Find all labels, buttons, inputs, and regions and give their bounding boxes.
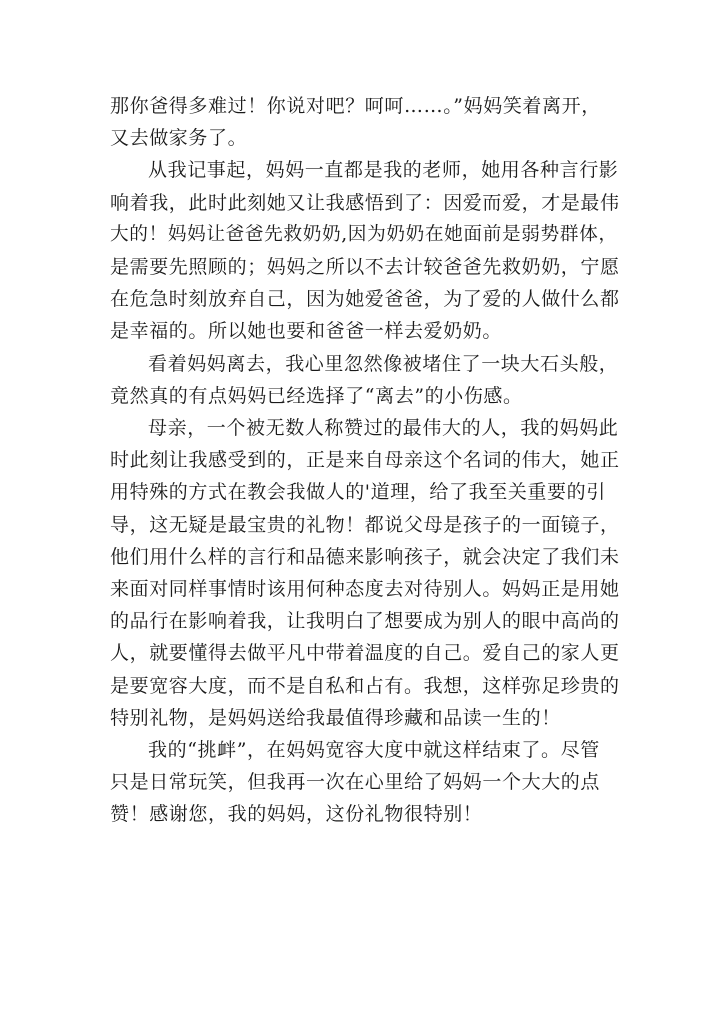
- text-line: 导，这无疑是最宝贵的礼物！都说父母是孩子的一面镜子，: [110, 513, 620, 536]
- text-line: 来面对同样事情时该用何种态度去对待别人。妈妈正是用她: [110, 578, 620, 601]
- text-line: 我的“挑衅”，在妈妈宽容大度中就这样结束了。尽管: [148, 739, 600, 762]
- text-line: 母亲，一个被无数人称赞过的最伟大的人，我的妈妈此: [148, 417, 619, 440]
- text-line: 响着我，此时此刻她又让我感悟到了：因爱而爱，才是最伟: [110, 191, 620, 214]
- text-line: 又去做家务了。: [110, 127, 248, 150]
- text-line: 他们用什么样的言行和品德来影响孩子，就会决定了我们未: [110, 545, 620, 568]
- text-line: 人，就要懂得去做平凡中带着温度的自己。爱自己的家人更: [110, 642, 620, 665]
- text-line: 竟然真的有点妈妈已经选择了“离去”的小伤感。: [110, 384, 523, 407]
- document-body: [110, 90, 620, 831]
- text-line: 只是日常玩笑，但我再一次在心里给了妈妈一个大大的点: [110, 771, 601, 794]
- paragraph: [110, 734, 620, 831]
- text-line: 特别礼物，是妈妈送给我最值得珍藏和品读一生的！: [110, 706, 561, 729]
- text-line: 那你爸得多难过！你说对吧？呵呵……。”妈妈笑着离开，: [110, 95, 601, 117]
- text-line: 用特殊的方式在教会我做人的'道理，给了我至关重要的引: [110, 481, 606, 504]
- text-line: 的品行在影响着我，让我明白了想要成为别人的眼中高尚的: [110, 610, 620, 633]
- paragraph: [110, 348, 620, 412]
- paragraph: [110, 412, 620, 734]
- text-line: 在危急时刻放弃自己，因为她爱爸爸，为了爱的人做什么都: [110, 288, 620, 311]
- text-line: 是幸福的。所以她也要和爸爸一样去爱奶奶。: [110, 320, 503, 343]
- paragraph: [110, 90, 620, 154]
- text-line: 是需要先照顾的；妈妈之所以不去计较爸爸先救奶奶，宁愿: [110, 256, 620, 279]
- text-line: 大的！妈妈让爸爸先救奶奶,因为奶奶在她面前是弱势群体，: [110, 223, 618, 245]
- paragraph: [110, 154, 620, 347]
- text-line: 从我记事起，妈妈一直都是我的老师，她用各种言行影: [148, 159, 619, 182]
- text-line: 是要宽容大度，而不是自私和占有。我想，这样弥足珍贵的: [110, 674, 620, 697]
- text-line: 看着妈妈离去，我心里忽然像被堵住了一块大石头般，: [148, 352, 619, 375]
- text-line: 时此刻让我感受到的，正是来自母亲这个名词的伟大，她正: [110, 449, 620, 472]
- text-line: 赞！感谢您，我的妈妈，这份礼物很特别！: [110, 803, 483, 826]
